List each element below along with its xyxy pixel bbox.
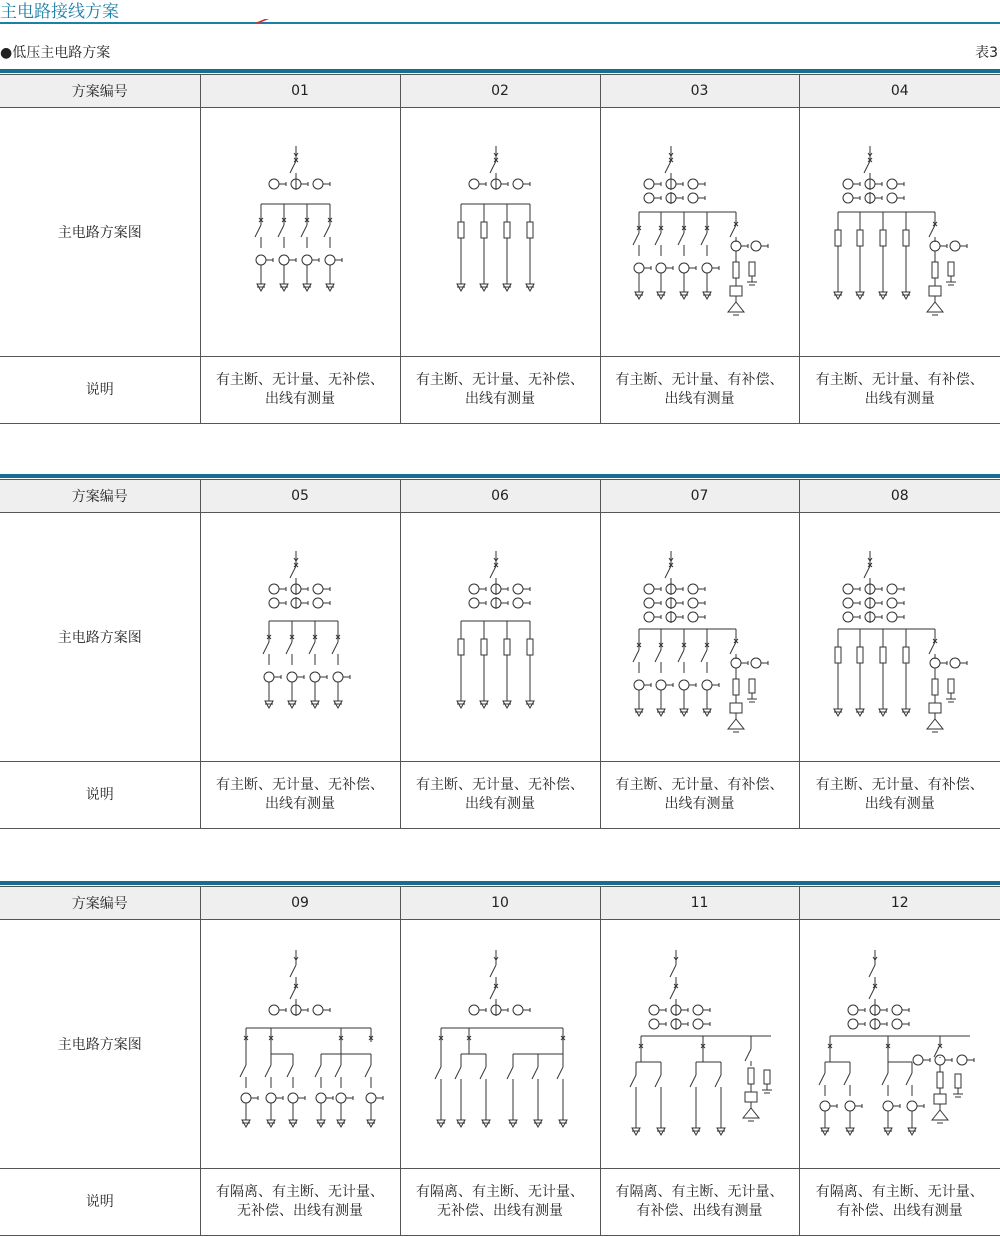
table-number: 表3 [975, 45, 998, 61]
circuit-diagram-04-icon [800, 108, 1000, 356]
page-title: 主电路接线方案 [0, 2, 119, 22]
scheme-no: 05 [200, 480, 400, 513]
circuit-diagram-11-icon [601, 920, 801, 1168]
scheme-no: 04 [799, 75, 1000, 108]
circuit-diagram-08-icon [800, 513, 1000, 761]
row-label-desc: 说明 [0, 357, 200, 424]
scheme-no: 07 [600, 480, 799, 513]
diagram-cell [799, 513, 1000, 762]
scheme-table [0, 479, 1000, 829]
scheme-desc: 有隔离、有主断、无计量、 有补偿、出线有测量 [799, 1169, 1000, 1236]
scheme-desc: 有主断、无计量、无补偿、 出线有测量 [200, 762, 400, 829]
scheme-no: 01 [200, 75, 400, 108]
scheme-no: 11 [600, 887, 799, 920]
block-bar [0, 69, 1000, 73]
circuit-diagram-02-icon [401, 108, 601, 356]
scheme-no: 08 [799, 480, 1000, 513]
scheme-desc: 有主断、无计量、有补偿、 出线有测量 [799, 762, 1000, 829]
scheme-no: 09 [200, 887, 400, 920]
scheme-desc: 有隔离、有主断、无计量、 有补偿、出线有测量 [600, 1169, 799, 1236]
scheme-no: 06 [400, 480, 600, 513]
row-label-diagram: 主电路方案图 [0, 108, 200, 357]
scheme-desc: 有隔离、有主断、无计量、 无补偿、出线有测量 [200, 1169, 400, 1236]
page-header [0, 0, 1000, 30]
scheme-desc: 有隔离、有主断、无计量、 无补偿、出线有测量 [400, 1169, 600, 1236]
circuit-diagram-03-icon [601, 108, 801, 356]
diagram-cell [799, 108, 1000, 357]
row-label-desc: 说明 [0, 1169, 200, 1236]
scheme-table [0, 886, 1000, 1236]
diagram-cell [400, 920, 600, 1169]
section-subtitle: ●低压主电路方案 [0, 45, 111, 61]
scheme-desc: 有主断、无计量、无补偿、 出线有测量 [400, 762, 600, 829]
diagram-cell [799, 920, 1000, 1169]
scheme-desc: 有主断、无计量、有补偿、 出线有测量 [600, 357, 799, 424]
scheme-no: 10 [400, 887, 600, 920]
block-bar [0, 474, 1000, 478]
scheme-no: 12 [799, 887, 1000, 920]
row-label-scheme-no: 方案编号 [0, 75, 200, 108]
row-label-diagram: 主电路方案图 [0, 920, 200, 1169]
scheme-desc: 有主断、无计量、有补偿、 出线有测量 [600, 762, 799, 829]
circuit-diagram-12-icon [800, 920, 1000, 1168]
diagram-cell [200, 513, 400, 762]
scheme-table [0, 74, 1000, 424]
diagram-cell [400, 108, 600, 357]
block-bar [0, 881, 1000, 885]
scheme-no: 02 [400, 75, 600, 108]
diagram-cell [600, 108, 799, 357]
header-divider [0, 22, 1000, 24]
scheme-desc: 有主断、无计量、有补偿、 出线有测量 [799, 357, 1000, 424]
circuit-diagram-10-icon [401, 920, 601, 1168]
scheme-desc: 有主断、无计量、无补偿、 出线有测量 [200, 357, 400, 424]
diagram-cell [600, 920, 799, 1169]
circuit-diagram-06-icon [401, 513, 601, 761]
row-label-scheme-no: 方案编号 [0, 480, 200, 513]
diagram-cell [600, 513, 799, 762]
scheme-desc: 有主断、无计量、无补偿、 出线有测量 [400, 357, 600, 424]
diagram-cell [200, 920, 400, 1169]
circuit-diagram-09-icon [201, 920, 401, 1168]
diagram-cell [200, 108, 400, 357]
row-label-scheme-no: 方案编号 [0, 887, 200, 920]
row-label-desc: 说明 [0, 762, 200, 829]
row-label-diagram: 主电路方案图 [0, 513, 200, 762]
circuit-diagram-07-icon [601, 513, 801, 761]
scheme-no: 03 [600, 75, 799, 108]
circuit-diagram-05-icon [201, 513, 401, 761]
diagram-cell [400, 513, 600, 762]
circuit-diagram-01-icon [201, 108, 401, 356]
